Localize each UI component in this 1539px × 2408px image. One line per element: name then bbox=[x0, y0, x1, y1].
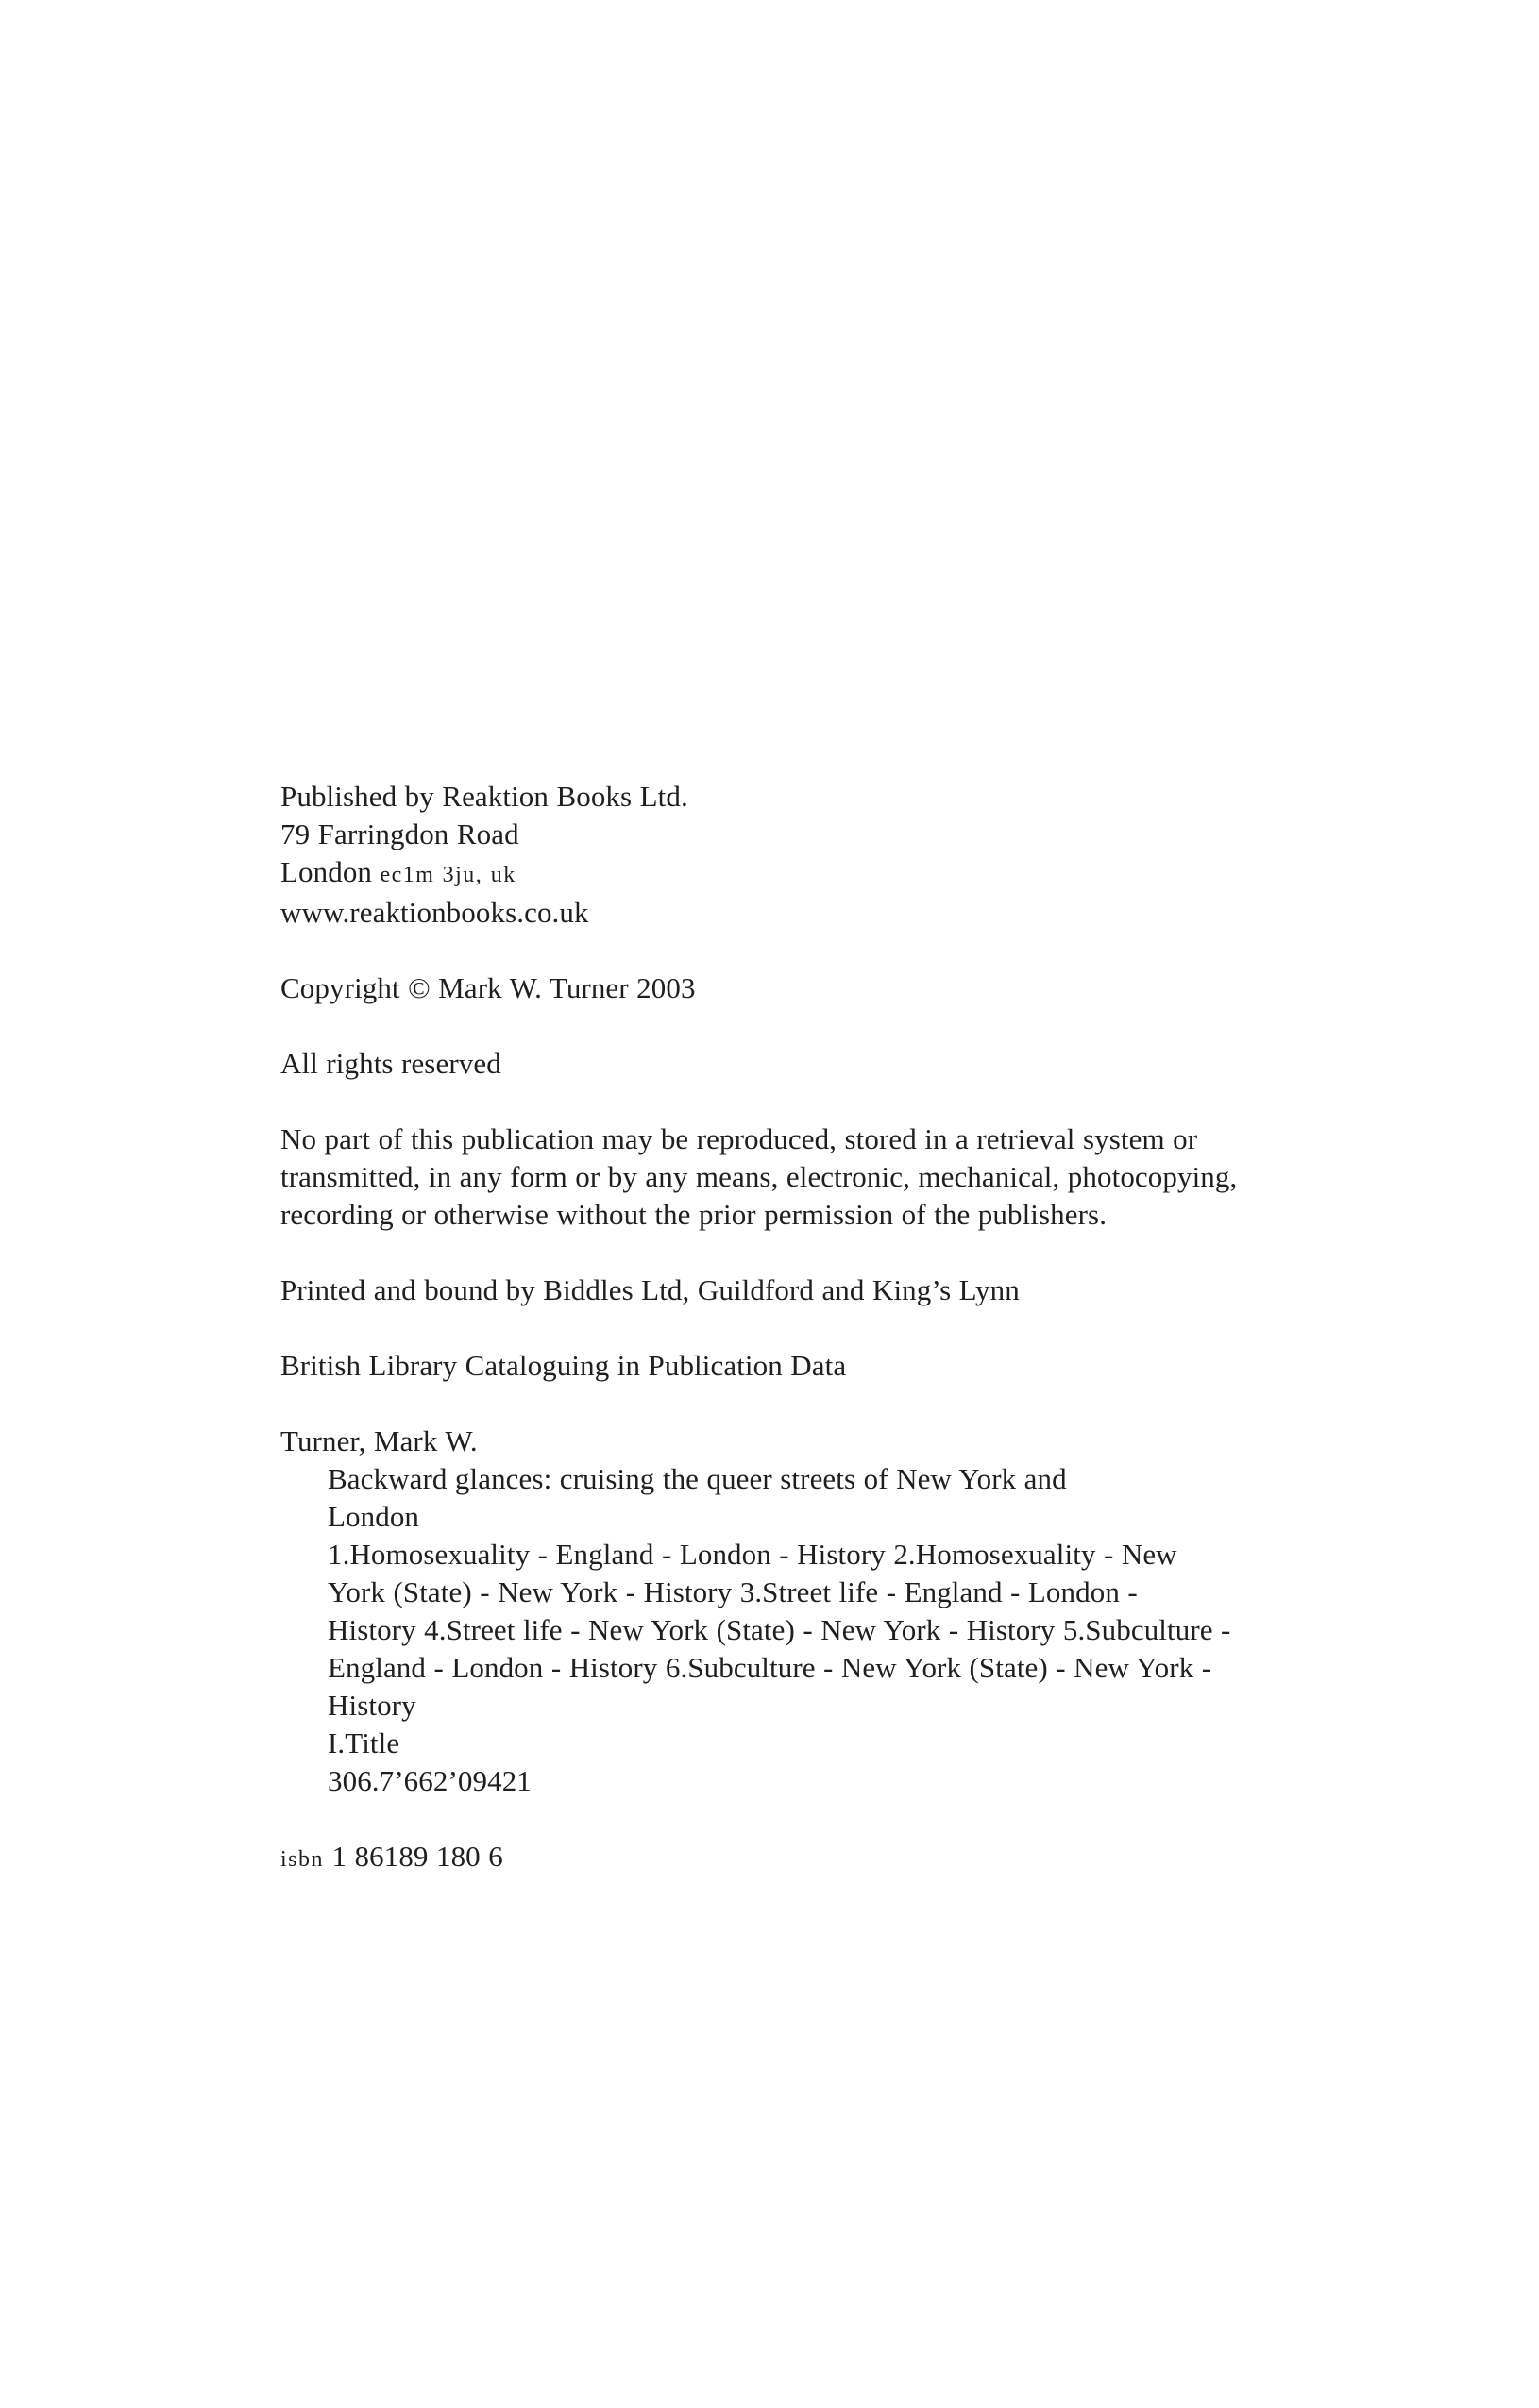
catalog-author: Turner, Mark W. bbox=[280, 1424, 478, 1457]
isbn-number: 1 86189 180 6 bbox=[331, 1840, 503, 1873]
spacer bbox=[280, 1007, 1300, 1045]
catalog-line: Backward glances: cruising the queer streets of New York and bbox=[328, 1462, 1067, 1495]
notice-line: recording or otherwise without the prior permission of the publishers. bbox=[280, 1198, 1108, 1231]
notice-line: No part of this publication may be reproduced, stored in a retrieval system or bbox=[280, 1122, 1198, 1155]
spacer bbox=[280, 1234, 1300, 1271]
spacer bbox=[280, 1385, 1300, 1423]
catalog-line: England - London - History 6.Subculture - New York (State) - New York - bbox=[328, 1651, 1212, 1684]
publisher-street: 79 Farringdon Road bbox=[280, 817, 519, 850]
isbn-label: isbn bbox=[280, 1847, 325, 1872]
publisher-country: uk bbox=[490, 863, 516, 887]
spacer bbox=[280, 1309, 1300, 1347]
spacer bbox=[280, 1083, 1300, 1120]
printer-line: Printed and bound by Biddles Ltd, Guildford and King’s Lynn bbox=[280, 1273, 1020, 1306]
catalog-line: History 4.Street life - New York (State) - New York - History 5.Subculture - bbox=[328, 1613, 1231, 1646]
catalog-line: 306.7’662’09421 bbox=[328, 1764, 532, 1797]
publisher-city: London bbox=[280, 855, 373, 888]
publisher-postcode: ec1m 3ju, bbox=[380, 863, 483, 887]
publisher-city-line bbox=[280, 853, 1300, 894]
publisher-name: Published by Reaktion Books Ltd. bbox=[280, 780, 688, 813]
cip-heading: British Library Cataloguing in Publication Data bbox=[280, 1349, 847, 1382]
catalog-line: 1.Homosexuality - England - London - History 2.Homosexuality - New bbox=[328, 1538, 1177, 1571]
spacer bbox=[280, 932, 1300, 969]
publisher-website: www.reaktionbooks.co.uk bbox=[280, 896, 589, 929]
catalog-line: York (State) - New York - History 3.Street life - England - London - bbox=[328, 1575, 1138, 1608]
spacer bbox=[280, 1800, 1300, 1838]
isbn-line bbox=[280, 1838, 1300, 1878]
catalog-line: I.Title bbox=[328, 1726, 400, 1760]
rights-line: All rights reserved bbox=[280, 1047, 501, 1080]
imprint-block bbox=[280, 778, 1300, 1878]
notice-line: transmitted, in any form or by any means, electronic, mechanical, photocopying, bbox=[280, 1160, 1238, 1193]
catalog-line: London bbox=[328, 1500, 420, 1533]
copyright-line: Copyright © Mark W. Turner 2003 bbox=[280, 971, 696, 1004]
catalog-line: History bbox=[328, 1689, 416, 1722]
